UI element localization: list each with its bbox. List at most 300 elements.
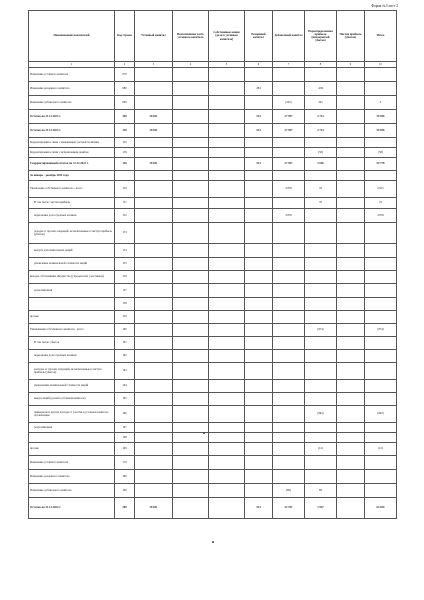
row-label xyxy=(29,298,115,311)
value-cell xyxy=(209,110,245,124)
value-cell xyxy=(305,337,337,350)
value-cell xyxy=(135,171,173,181)
value-cell: (205) xyxy=(273,96,305,110)
row-label: реорганизация xyxy=(29,423,115,433)
value-cell xyxy=(305,284,337,298)
value-cell xyxy=(337,380,365,393)
value-cell xyxy=(365,284,397,298)
value-cell xyxy=(337,198,365,209)
value-cell xyxy=(365,223,397,244)
value-cell xyxy=(209,258,245,271)
value-cell xyxy=(305,393,337,406)
value-cell xyxy=(273,82,305,96)
value-cell: 1 947 xyxy=(305,498,337,519)
value-cell xyxy=(273,198,305,209)
value-cell xyxy=(273,337,305,350)
value-cell xyxy=(173,393,209,406)
value-cell xyxy=(135,271,173,284)
value-cell: 59 836 xyxy=(365,124,397,138)
value-cell xyxy=(173,363,209,380)
value-cell xyxy=(209,363,245,380)
value-cell: 76 xyxy=(365,198,397,209)
row-code: 135 xyxy=(115,138,135,148)
row-code: 090 xyxy=(115,96,135,110)
form-label: Форма №3 лист 2 xyxy=(371,4,398,8)
value-cell xyxy=(337,244,365,258)
value-cell xyxy=(173,298,209,311)
value-cell xyxy=(209,82,245,96)
equity-statement-table xyxy=(28,10,397,519)
value-cell xyxy=(337,324,365,337)
row-label: Остаток на 31.12.2023 г. xyxy=(29,110,115,124)
value-cell: 27 957 xyxy=(273,124,305,138)
row-label: уменьшение номинальной стоимости акций xyxy=(29,380,115,393)
row-code: 100 xyxy=(115,110,135,124)
row-code: 159 xyxy=(115,311,135,324)
column-number: 9 xyxy=(337,62,365,68)
value-cell: (862) xyxy=(305,406,337,423)
value-cell xyxy=(135,423,173,433)
value-cell xyxy=(245,443,273,456)
value-cell xyxy=(245,223,273,244)
value-cell xyxy=(173,380,209,393)
table-row xyxy=(29,363,397,380)
value-cell xyxy=(245,337,273,350)
value-cell: 2 714 xyxy=(305,124,337,138)
value-cell xyxy=(273,406,305,423)
value-cell xyxy=(337,456,365,470)
row-label: вклады собственника имущества (учредителей, участников) xyxy=(29,271,115,284)
value-cell xyxy=(305,171,337,181)
table-row xyxy=(29,433,397,443)
value-cell xyxy=(305,223,337,244)
value-cell: 514 xyxy=(245,110,273,124)
value-cell xyxy=(135,470,173,484)
value-cell: 2 656 xyxy=(305,158,337,171)
row-label: прочие xyxy=(29,311,115,324)
value-cell xyxy=(305,423,337,433)
value-cell xyxy=(135,433,173,443)
value-cell xyxy=(305,138,337,148)
row-code: 161 xyxy=(115,337,135,350)
value-cell xyxy=(245,271,273,284)
header-row xyxy=(29,11,397,62)
value-cell xyxy=(245,393,273,406)
value-cell xyxy=(135,298,173,311)
value-cell xyxy=(273,350,305,363)
value-cell xyxy=(135,337,173,350)
table-row xyxy=(29,271,397,284)
table-row xyxy=(29,443,397,456)
row-label: выкуп акций (долей в уставном капитале) xyxy=(29,393,115,406)
table-row xyxy=(29,498,397,519)
value-cell xyxy=(337,406,365,423)
value-cell xyxy=(337,311,365,324)
scan-speck xyxy=(212,541,214,543)
value-cell xyxy=(135,363,173,380)
value-cell xyxy=(337,68,365,82)
table-row xyxy=(29,380,397,393)
value-cell xyxy=(209,406,245,423)
value-cell xyxy=(209,244,245,258)
value-cell xyxy=(209,68,245,82)
value-cell xyxy=(305,433,337,443)
value-cell xyxy=(173,484,209,498)
value-cell xyxy=(365,350,397,363)
value-cell xyxy=(273,324,305,337)
value-cell xyxy=(135,406,173,423)
row-label: прочие xyxy=(29,443,115,456)
value-cell xyxy=(305,311,337,324)
value-cell xyxy=(273,258,305,271)
value-cell xyxy=(305,298,337,311)
row-label: Изменение резервного капитала xyxy=(29,82,115,96)
value-cell xyxy=(337,96,365,110)
header-cell: Итого xyxy=(365,11,397,62)
row-code: 153 xyxy=(115,223,135,244)
value-cell xyxy=(273,380,305,393)
value-cell xyxy=(273,223,305,244)
column-number: 2 xyxy=(115,62,135,68)
value-cell xyxy=(173,148,209,158)
row-code: 156 xyxy=(115,271,135,284)
value-cell xyxy=(365,171,397,181)
row-label: реорганизация xyxy=(29,284,115,298)
value-cell xyxy=(273,456,305,470)
row-label: доходы от прочих операций, не включенные в чистую прибыль (убыток) xyxy=(29,223,115,244)
value-cell: 28 651 xyxy=(135,124,173,138)
header-cell: Уставный капитал xyxy=(135,11,173,62)
value-cell xyxy=(135,484,173,498)
value-cell xyxy=(135,380,173,393)
value-cell: 205 xyxy=(305,96,337,110)
value-cell xyxy=(305,456,337,470)
value-cell xyxy=(245,470,273,484)
row-label: переоценка долгосрочных активов xyxy=(29,209,115,223)
value-cell xyxy=(273,284,305,298)
value-cell: 76 xyxy=(305,181,337,198)
value-cell xyxy=(245,138,273,148)
value-cell: 59 778 xyxy=(365,158,397,171)
value-cell xyxy=(365,484,397,498)
table-row xyxy=(29,171,397,181)
value-cell xyxy=(365,68,397,82)
value-cell xyxy=(305,271,337,284)
value-cell xyxy=(135,138,173,148)
row-label: Остаток на 31.12.2024 г. xyxy=(29,498,115,519)
table-row xyxy=(29,124,397,138)
value-cell xyxy=(135,148,173,158)
value-cell: 28 651 xyxy=(135,498,173,519)
row-code: 080 xyxy=(115,82,135,96)
value-cell xyxy=(173,456,209,470)
value-cell xyxy=(337,110,365,124)
value-cell xyxy=(245,380,273,393)
value-cell xyxy=(135,181,173,198)
value-cell xyxy=(173,171,209,181)
value-cell xyxy=(337,124,365,138)
value-cell xyxy=(209,433,245,443)
value-cell xyxy=(135,350,173,363)
table-row xyxy=(29,484,397,498)
value-cell: 0 xyxy=(365,96,397,110)
value-cell: 4 839 xyxy=(273,181,305,198)
value-cell: 59 836 xyxy=(365,110,397,124)
row-label: Уменьшение собственного капитала - всего xyxy=(29,324,115,337)
value-cell xyxy=(305,470,337,484)
value-cell xyxy=(135,456,173,470)
value-cell xyxy=(209,138,245,148)
value-cell xyxy=(135,311,173,324)
value-cell xyxy=(305,68,337,82)
header-cell: Собственные акции (доли в уставном капитале) xyxy=(209,11,245,62)
value-cell: 63 819 xyxy=(365,498,397,519)
value-cell xyxy=(135,209,173,223)
value-cell xyxy=(337,337,365,350)
value-cell xyxy=(173,68,209,82)
value-cell xyxy=(173,198,209,209)
row-label: Изменение резервного капитала xyxy=(29,470,115,484)
column-number: 4 xyxy=(173,62,209,68)
value-cell xyxy=(173,284,209,298)
row-code: 168 xyxy=(115,433,135,443)
row-label: В том числе: чистая прибыль xyxy=(29,198,115,209)
value-cell xyxy=(273,148,305,158)
value-cell xyxy=(273,470,305,484)
value-cell xyxy=(305,244,337,258)
value-cell xyxy=(337,82,365,96)
value-cell xyxy=(209,298,245,311)
value-cell xyxy=(337,209,365,223)
value-cell xyxy=(173,244,209,258)
row-code xyxy=(115,171,135,181)
value-cell xyxy=(273,443,305,456)
value-cell xyxy=(209,284,245,298)
value-cell: (862) xyxy=(365,406,397,423)
value-cell xyxy=(209,470,245,484)
value-cell xyxy=(337,393,365,406)
value-cell xyxy=(337,171,365,181)
value-cell xyxy=(135,68,173,82)
row-code: 169 xyxy=(115,443,135,456)
value-cell xyxy=(209,124,245,138)
value-cell: -284 xyxy=(305,82,337,96)
value-cell xyxy=(273,423,305,433)
row-label: переоценка долгосрочных активов xyxy=(29,350,115,363)
value-cell xyxy=(365,271,397,284)
value-cell xyxy=(135,393,173,406)
value-cell xyxy=(337,433,365,443)
value-cell xyxy=(337,284,365,298)
value-cell: 28 651 xyxy=(135,110,173,124)
table-row xyxy=(29,258,397,271)
value-cell xyxy=(173,350,209,363)
table-row xyxy=(29,223,397,244)
row-code: 166 xyxy=(115,406,135,423)
value-cell xyxy=(209,324,245,337)
row-label: дивиденды и другие доходы от участия в уставном капитале организации xyxy=(29,406,115,423)
value-cell xyxy=(245,456,273,470)
row-label: Скорректированный остаток на 31.12.2023 г. xyxy=(29,158,115,171)
row-code: 162 xyxy=(115,350,135,363)
value-cell xyxy=(365,258,397,271)
value-cell: (58) xyxy=(365,148,397,158)
value-cell xyxy=(173,96,209,110)
value-cell xyxy=(173,209,209,223)
value-cell xyxy=(209,158,245,171)
value-cell xyxy=(173,138,209,148)
value-cell xyxy=(245,324,273,337)
row-code: 140 xyxy=(115,158,135,171)
value-cell: (12) xyxy=(365,443,397,456)
table-row xyxy=(29,181,397,198)
value-cell xyxy=(173,406,209,423)
value-cell xyxy=(305,258,337,271)
value-cell: (89) xyxy=(273,484,305,498)
row-code: 139 xyxy=(115,148,135,158)
row-code: 157 xyxy=(115,284,135,298)
row-code: 152 xyxy=(115,209,135,223)
row-code: 151 xyxy=(115,198,135,209)
table-row xyxy=(29,110,397,124)
value-cell xyxy=(273,68,305,82)
value-cell: (874) xyxy=(365,324,397,337)
value-cell xyxy=(245,171,273,181)
value-cell xyxy=(337,158,365,171)
value-cell xyxy=(209,393,245,406)
row-label: В том числе: убыток xyxy=(29,337,115,350)
value-cell xyxy=(337,470,365,484)
header-cell: Код строки xyxy=(115,11,135,62)
row-code: 200 xyxy=(115,498,135,519)
value-cell xyxy=(337,181,365,198)
row-label: Изменение уставного капитала xyxy=(29,456,115,470)
row-code: 160 xyxy=(115,324,135,337)
value-cell xyxy=(209,271,245,284)
value-cell xyxy=(337,350,365,363)
table-row xyxy=(29,82,397,96)
value-cell xyxy=(337,363,365,380)
value-cell xyxy=(365,298,397,311)
value-cell xyxy=(209,443,245,456)
value-cell xyxy=(365,138,397,148)
value-cell xyxy=(135,244,173,258)
row-label: увеличение номинальной стоимости акций xyxy=(29,258,115,271)
value-cell xyxy=(273,271,305,284)
value-cell xyxy=(245,148,273,158)
column-number: 1 xyxy=(29,62,115,68)
value-cell xyxy=(135,324,173,337)
table-row xyxy=(29,298,397,311)
table-row xyxy=(29,96,397,110)
table-row xyxy=(29,324,397,337)
value-cell xyxy=(209,498,245,519)
row-code: 170 xyxy=(115,456,135,470)
column-number: 3 xyxy=(135,62,173,68)
value-cell xyxy=(173,271,209,284)
value-cell xyxy=(305,350,337,363)
value-cell xyxy=(209,181,245,198)
value-cell xyxy=(337,484,365,498)
table-row xyxy=(29,393,397,406)
value-cell xyxy=(173,433,209,443)
value-cell xyxy=(245,484,273,498)
row-label: Остаток на 31.12.2023 г. xyxy=(29,124,115,138)
value-cell: 4 839 xyxy=(365,209,397,223)
value-cell xyxy=(245,198,273,209)
table-row xyxy=(29,337,397,350)
value-cell xyxy=(365,433,397,443)
value-cell: 4 839 xyxy=(273,209,305,223)
column-number: 10 xyxy=(365,62,397,68)
value-cell xyxy=(273,171,305,181)
value-cell xyxy=(173,110,209,124)
value-cell xyxy=(245,423,273,433)
value-cell xyxy=(365,393,397,406)
value-cell xyxy=(245,68,273,82)
row-label: расходы от прочих операций, не включенные в чистую прибыль (убыток) xyxy=(29,363,115,380)
row-code: 167 xyxy=(115,423,135,433)
value-cell xyxy=(209,171,245,181)
row-code: 163 xyxy=(115,363,135,380)
value-cell xyxy=(209,223,245,244)
table-row xyxy=(29,68,397,82)
column-number: 7 xyxy=(273,62,305,68)
header-cell: Чистая прибыль (убыток) xyxy=(337,11,365,62)
value-cell xyxy=(337,271,365,284)
value-cell: 284 xyxy=(245,82,273,96)
value-cell xyxy=(173,498,209,519)
value-cell xyxy=(365,311,397,324)
header-cell: Резервный капитал xyxy=(245,11,273,62)
table-row xyxy=(29,209,397,223)
value-cell xyxy=(365,363,397,380)
value-cell xyxy=(209,337,245,350)
value-cell xyxy=(273,138,305,148)
value-cell xyxy=(173,258,209,271)
row-code: 158 xyxy=(115,298,135,311)
table-row xyxy=(29,456,397,470)
value-cell xyxy=(209,350,245,363)
value-cell: 27 957 xyxy=(273,110,305,124)
value-cell xyxy=(135,96,173,110)
value-cell xyxy=(337,498,365,519)
value-cell xyxy=(305,209,337,223)
value-cell xyxy=(209,423,245,433)
value-cell xyxy=(135,258,173,271)
value-cell xyxy=(173,158,209,171)
table-row xyxy=(29,138,397,148)
column-number: 6 xyxy=(245,62,273,68)
value-cell xyxy=(209,311,245,324)
value-cell xyxy=(245,363,273,380)
value-cell xyxy=(245,96,273,110)
value-cell xyxy=(365,380,397,393)
table-row xyxy=(29,406,397,423)
row-label: Изменение добавочного капитала xyxy=(29,96,115,110)
value-cell: 514 xyxy=(245,158,273,171)
value-cell xyxy=(273,311,305,324)
value-cell xyxy=(173,181,209,198)
value-cell: 32 707 xyxy=(273,498,305,519)
row-code: 155 xyxy=(115,258,135,271)
value-cell xyxy=(173,82,209,96)
table-body xyxy=(29,68,397,519)
scan-speck xyxy=(203,432,205,434)
value-cell xyxy=(365,244,397,258)
table-row xyxy=(29,244,397,258)
value-cell xyxy=(365,423,397,433)
